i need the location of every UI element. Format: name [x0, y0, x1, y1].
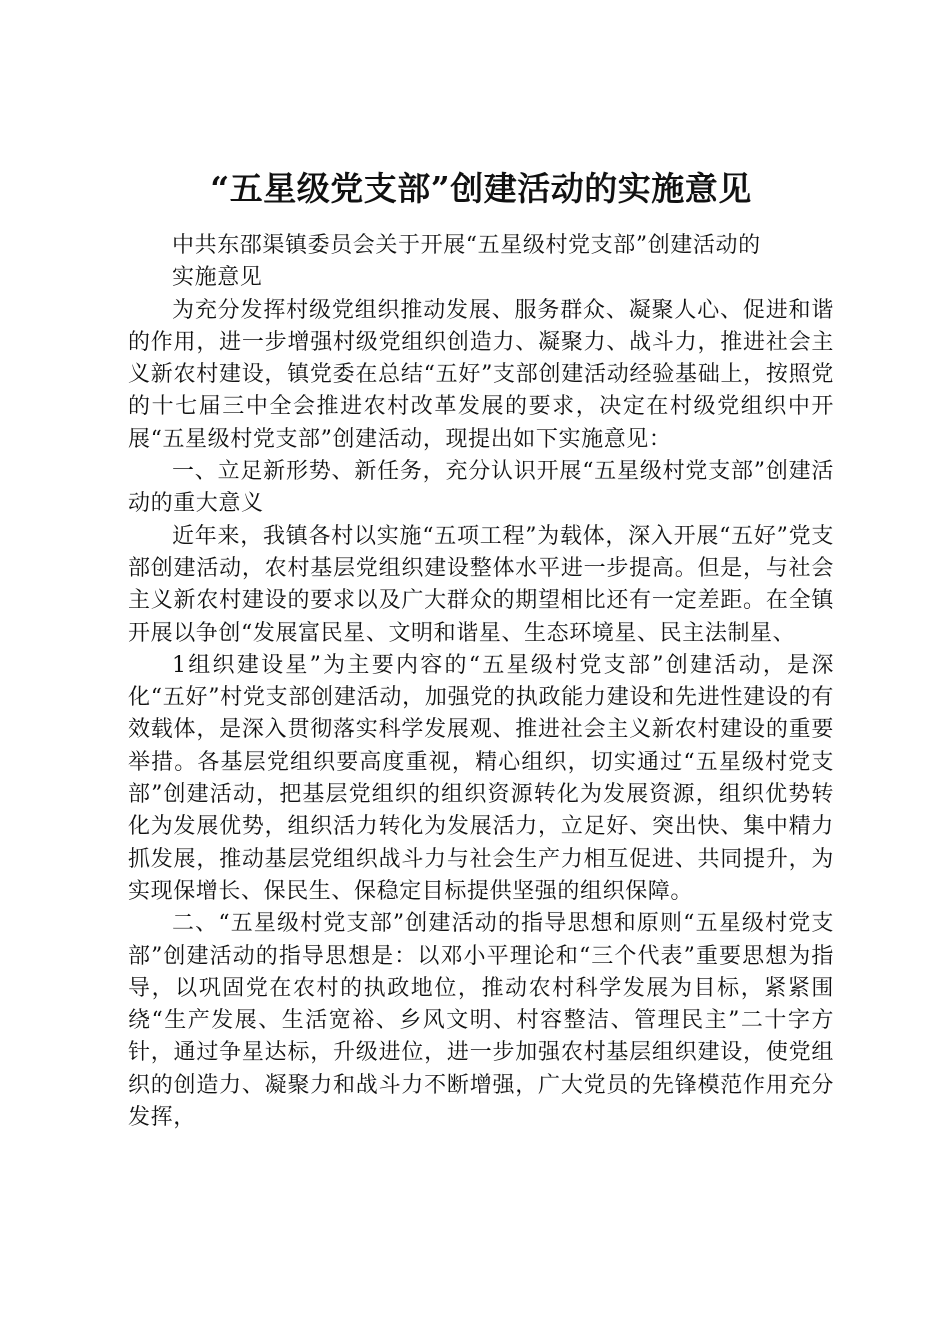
document-page [128, 160, 834, 1134]
paragraph-section-2: 二、“五星级村党支部”创建活动的指导思想和原则“五星级村党支部”创建活动的指导思想是：以邓小平理论和“三个代表”重要思想为指导，以巩固党在农村的执政地位，推动农村科学发展为目标，紧紧围绕“生产发展、生活宽裕、乡风文明、村容整洁、管理民主”二十字方针，通过争星达标，升级进位，进一步加强农村基层组织建设，使党组织的创造力、凝聚力和战斗力不断增强，广大党员的先锋模范作用充分发挥， [128, 911, 834, 1131]
document-title: “五星级党支部”创建活动的实施意见 [210, 169, 752, 208]
paragraph-section-1-cont: 1组织建设星”为主要内容的“五星级村党支部”创建活动，是深化“五好”村党支部创建活动，加强党的执政能力建设和先进性建设的有效载体，是深入贯彻落实科学发展观、推进社会主义新农村建设的重要举措。各基层党组织要高度重视，精心组织，切实通过“五星级村党支部”创建活动，把基层党组织的组织资源转化为发展资源，组织优势转化为发展优势，组织活力转化为发展活力，立足好、突出快、集中精力抓发展，推动基层党组织战斗力与社会生产力相互促进、共同提升，为实现保增长、保民生、保稳定目标提供坚强的组织保障。 [128, 652, 834, 904]
section-heading-1: 一、立足新形势、新任务，充分认识开展“五星级村党支部”创建活动的重大意义 [128, 459, 834, 517]
paragraph-intro: 为充分发挥村级党组织推动发展、服务群众、凝聚人心、促进和谐的作用，进一步增强村级党组织创造力、凝聚力、战斗力，推进社会主义新农村建设，镇党委在总结“五好”支部创建活动经验基础上，按照党的十七届三中全会推进农村改革发展的要求，决定在村级党组织中开展“五星级村党支部”创建活动，现提出如下实施意见： [128, 297, 834, 452]
paragraph-section-1: 近年来，我镇各村以实施“五项工程”为载体，深入开展“五好”党支部创建活动，农村基层党组织建设整体水平进一步提高。但是，与社会主义新农村建设的要求以及广大群众的期望相比还有一定差距。在全镇开展以争创“发展富民星、文明和谐星、生态环境星、民主法制星、 [128, 523, 834, 646]
document-subheading: 中共东邵渠镇委员会关于开展“五星级村党支部”创建活动的实施意见 [172, 233, 761, 291]
